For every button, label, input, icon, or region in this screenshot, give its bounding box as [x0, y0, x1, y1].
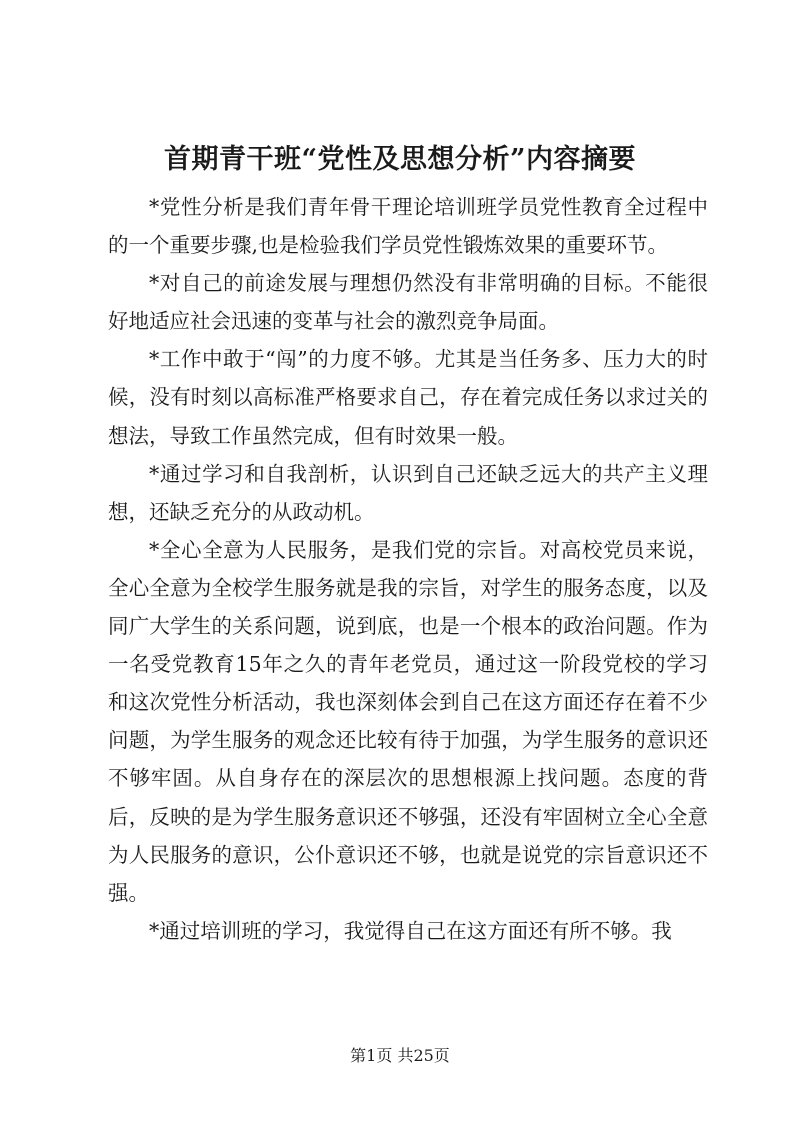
body-paragraph: *通过培训班的学习，我觉得自己在这方面还有所不够。我 — [149, 918, 672, 943]
document-body — [108, 188, 708, 950]
body-paragraph: *工作中敢于“闯”的力度不够。尤其是当任务多、压力大的时候，没有时刻以高标准严格要求自己，存在着完成任务以求过关的想法，导致工作虽然完成，但有时效果一般。 — [108, 347, 708, 448]
body-paragraph: *对自己的前途发展与理想仍然没有非常明确的目标。不能很好地适应社会迅速的变革与社会的激烈竞争局面。 — [108, 271, 708, 334]
body-paragraph: *通过学习和自我剖析，认识到自己还缺乏远大的共产主义理想，还缺乏充分的从政动机。 — [108, 461, 708, 524]
page-number-footer: 第1页 共25页 — [350, 1046, 450, 1065]
body-paragraph: *全心全意为人民服务，是我们党的宗旨。对高校党员来说，全心全意为全校学生服务就是我的宗旨，对学生的服务态度，以及同广大学生的关系问题，说到底，也是一个根本的政治问题。作为一名受党教育15年之久的青年老党员，通过这一阶段党校的学习和这次党性分析活动，我也深刻体会到自己在这方面还存在着不少问题，为学生服务的观念还比较有待于加强，为学生服务的意识还不够牢固。从自身存在的深层次的思想根源上找问题。态度的背后，反映的是为学生服务意识还不够强，还没有牢固树立全心全意为人民服务的意识，公仆意识还不够，也就是说党的宗旨意识还不强。 — [108, 537, 708, 905]
document-title: 首期青干班“党性及思想分析”内容摘要 — [163, 144, 637, 175]
body-paragraph: *党性分析是我们青年骨干理论培训班学员党性教育全过程中的一个重要步骤,也是检验我们学员党性锻炼效果的重要环节。 — [108, 195, 708, 258]
